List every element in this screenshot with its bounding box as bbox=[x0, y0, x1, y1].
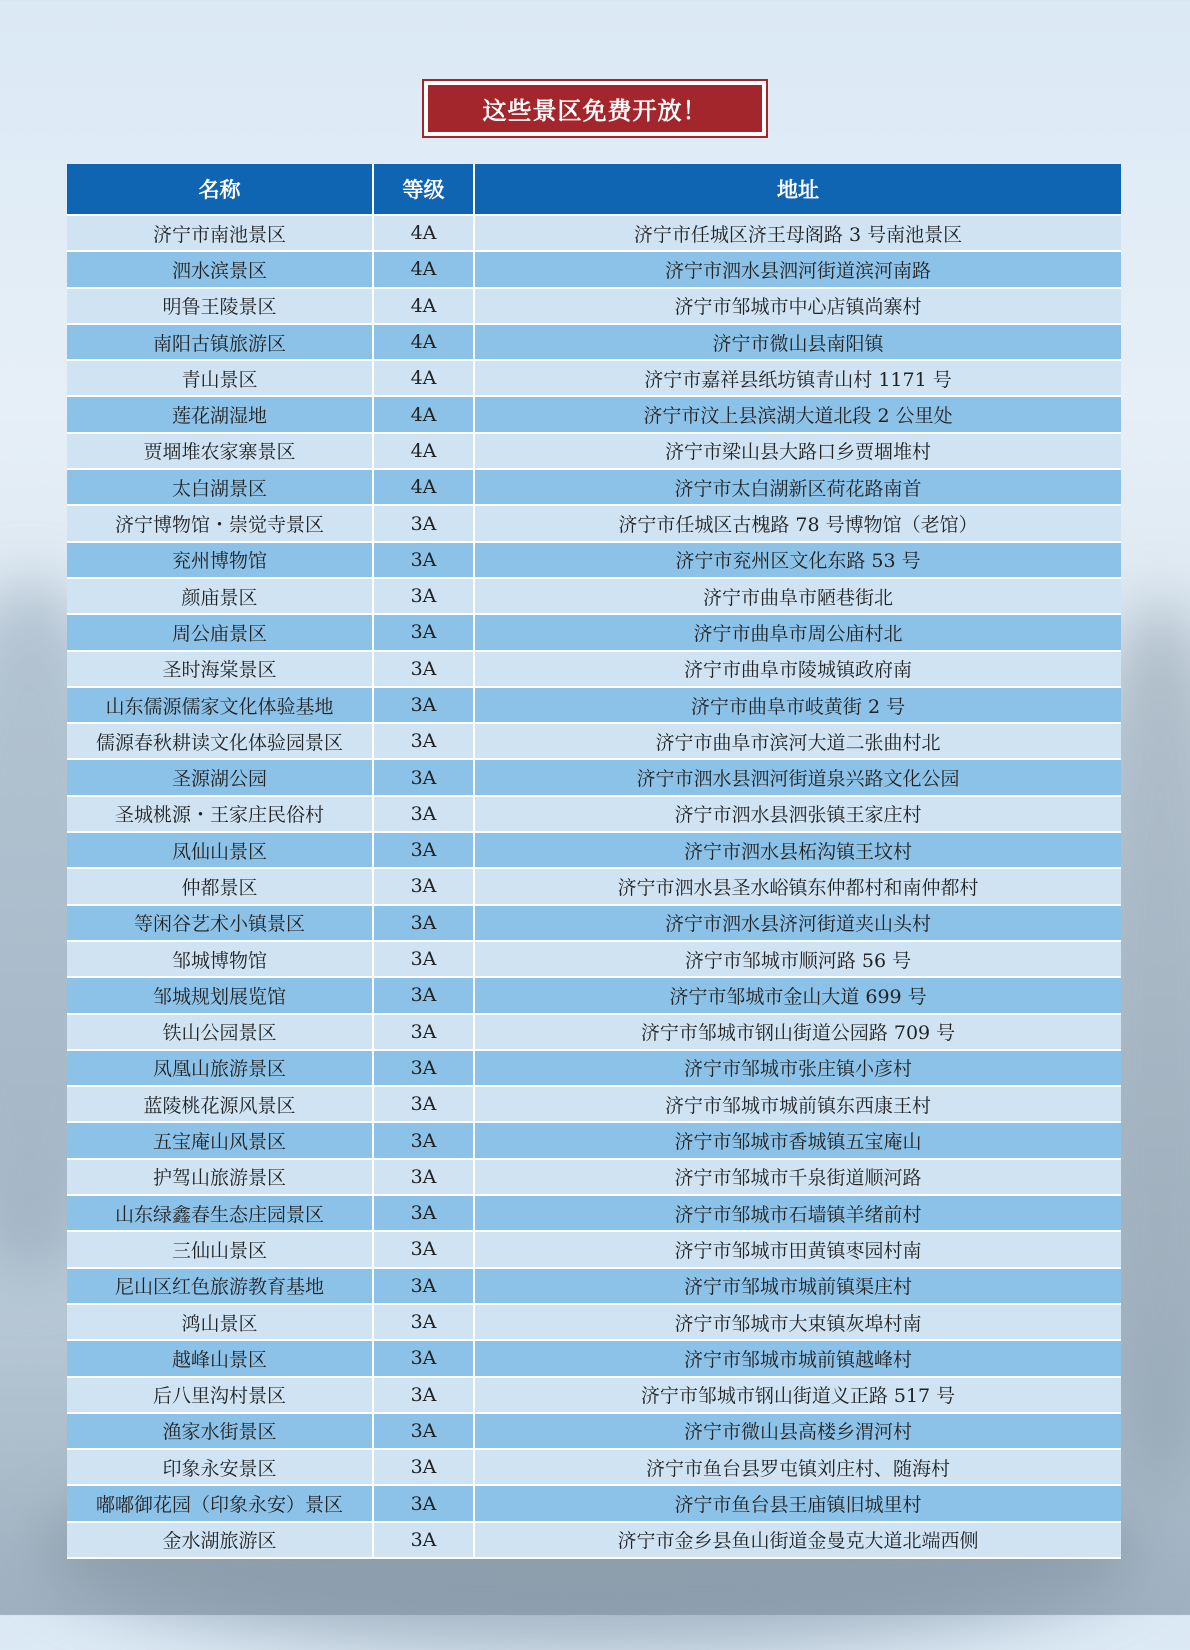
cell-level: 4A bbox=[373, 396, 474, 432]
cell-address: 济宁市曲阜市周公庙村北 bbox=[474, 614, 1121, 650]
cell-level: 3A bbox=[373, 578, 474, 614]
cell-name: 三仙山景区 bbox=[67, 1231, 373, 1267]
cell-address: 济宁市曲阜市岐黄街 2 号 bbox=[474, 687, 1121, 723]
table-header-row bbox=[67, 164, 1121, 215]
cell-address: 济宁市邹城市张庄镇小彦村 bbox=[474, 1050, 1121, 1086]
cell-level: 3A bbox=[373, 1086, 474, 1122]
cell-address: 济宁市邹城市金山大道 699 号 bbox=[474, 977, 1121, 1013]
cell-level: 3A bbox=[373, 651, 474, 687]
cell-name: 兖州博物馆 bbox=[67, 542, 373, 578]
cell-address: 济宁市太白湖新区荷花路南首 bbox=[474, 469, 1121, 505]
cell-name: 颜庙景区 bbox=[67, 578, 373, 614]
cell-name: 凤仙山景区 bbox=[67, 832, 373, 868]
cell-address: 济宁市邹城市石墙镇羊绪前村 bbox=[474, 1195, 1121, 1231]
table-row bbox=[67, 796, 1121, 832]
cell-name: 邹城博物馆 bbox=[67, 941, 373, 977]
cell-name: 铁山公园景区 bbox=[67, 1014, 373, 1050]
cell-name: 等闲谷艺术小镇景区 bbox=[67, 905, 373, 941]
table-row bbox=[67, 1195, 1121, 1231]
cell-level: 4A bbox=[373, 360, 474, 396]
cell-address: 济宁市微山县南阳镇 bbox=[474, 324, 1121, 360]
table-row bbox=[67, 1485, 1121, 1521]
cell-name: 明鲁王陵景区 bbox=[67, 288, 373, 324]
cell-address: 济宁市泗水县泗张镇王家庄村 bbox=[474, 796, 1121, 832]
cell-level: 4A bbox=[373, 251, 474, 287]
cell-address: 济宁市邹城市钢山街道义正路 517 号 bbox=[474, 1377, 1121, 1413]
cell-level: 3A bbox=[373, 1195, 474, 1231]
table-row bbox=[67, 868, 1121, 904]
table-row bbox=[67, 469, 1121, 505]
cell-level: 4A bbox=[373, 469, 474, 505]
cell-address: 济宁市邹城市千泉街道顺河路 bbox=[474, 1159, 1121, 1195]
table-row bbox=[67, 1050, 1121, 1086]
cell-name: 贾堌堆农家寨景区 bbox=[67, 433, 373, 469]
cell-level: 3A bbox=[373, 832, 474, 868]
cell-level: 3A bbox=[373, 1485, 474, 1521]
cell-address: 济宁市邹城市城前镇越峰村 bbox=[474, 1340, 1121, 1376]
cell-name: 邹城规划展览馆 bbox=[67, 977, 373, 1013]
cell-address: 济宁市邹城市田黄镇枣园村南 bbox=[474, 1231, 1121, 1267]
cell-address: 济宁市汶上县滨湖大道北段 2 公里处 bbox=[474, 396, 1121, 432]
cell-address: 济宁市泗水县柘沟镇王坟村 bbox=[474, 832, 1121, 868]
cell-address: 济宁市任城区古槐路 78 号博物馆（老馆） bbox=[474, 505, 1121, 541]
cell-name: 青山景区 bbox=[67, 360, 373, 396]
cell-level: 3A bbox=[373, 614, 474, 650]
cell-level: 3A bbox=[373, 1522, 474, 1558]
cell-name: 印象永安景区 bbox=[67, 1449, 373, 1485]
cell-name: 鸿山景区 bbox=[67, 1304, 373, 1340]
cell-level: 3A bbox=[373, 687, 474, 723]
table-row bbox=[67, 1231, 1121, 1267]
cell-level: 3A bbox=[373, 1014, 474, 1050]
cell-name: 嘟嘟御花园（印象永安）景区 bbox=[67, 1485, 373, 1521]
cell-name: 南阳古镇旅游区 bbox=[67, 324, 373, 360]
cell-name: 蓝陵桃花源风景区 bbox=[67, 1086, 373, 1122]
table-row bbox=[67, 1268, 1121, 1304]
cell-name: 渔家水街景区 bbox=[67, 1413, 373, 1449]
cell-level: 3A bbox=[373, 1122, 474, 1158]
cell-address: 济宁市曲阜市滨河大道二张曲村北 bbox=[474, 723, 1121, 759]
table-row bbox=[67, 1122, 1121, 1158]
cell-level: 3A bbox=[373, 977, 474, 1013]
cell-name: 泗水滨景区 bbox=[67, 251, 373, 287]
cell-address: 济宁市鱼台县王庙镇旧城里村 bbox=[474, 1485, 1121, 1521]
cell-level: 3A bbox=[373, 1413, 474, 1449]
table-row bbox=[67, 1449, 1121, 1485]
cell-name: 山东儒源儒家文化体验基地 bbox=[67, 687, 373, 723]
header-name: 名称 bbox=[67, 164, 373, 215]
cell-level: 3A bbox=[373, 868, 474, 904]
table-row bbox=[67, 941, 1121, 977]
cell-address: 济宁市邹城市香城镇五宝庵山 bbox=[474, 1122, 1121, 1158]
table-row bbox=[67, 1340, 1121, 1376]
cell-address: 济宁市金乡县鱼山街道金曼克大道北端西侧 bbox=[474, 1522, 1121, 1558]
cell-name: 圣源湖公园 bbox=[67, 759, 373, 795]
title-banner bbox=[422, 79, 768, 138]
cell-level: 3A bbox=[373, 1231, 474, 1267]
table-row bbox=[67, 1413, 1121, 1449]
cell-address: 济宁市邹城市中心店镇尚寨村 bbox=[474, 288, 1121, 324]
cell-name: 圣时海棠景区 bbox=[67, 651, 373, 687]
cell-name: 儒源春秋耕读文化体验园景区 bbox=[67, 723, 373, 759]
cell-address: 济宁市邹城市大束镇灰埠村南 bbox=[474, 1304, 1121, 1340]
cell-address: 济宁市邹城市城前镇渠庄村 bbox=[474, 1268, 1121, 1304]
table-row bbox=[67, 614, 1121, 650]
cell-name: 五宝庵山风景区 bbox=[67, 1122, 373, 1158]
cell-level: 3A bbox=[373, 759, 474, 795]
table-row bbox=[67, 1304, 1121, 1340]
cell-level: 3A bbox=[373, 1050, 474, 1086]
table-row bbox=[67, 396, 1121, 432]
cell-level: 3A bbox=[373, 542, 474, 578]
cell-level: 3A bbox=[373, 1449, 474, 1485]
cell-name: 山东绿鑫春生态庄园景区 bbox=[67, 1195, 373, 1231]
table-body bbox=[67, 215, 1121, 1558]
table-row bbox=[67, 433, 1121, 469]
table-row bbox=[67, 578, 1121, 614]
scenic-spots-table bbox=[67, 164, 1121, 1559]
table-row bbox=[67, 542, 1121, 578]
cell-address: 济宁市鱼台县罗屯镇刘庄村、随海村 bbox=[474, 1449, 1121, 1485]
cell-name: 仲都景区 bbox=[67, 868, 373, 904]
cell-level: 4A bbox=[373, 288, 474, 324]
page-title: 这些景区免费开放！ bbox=[428, 85, 762, 132]
cell-level: 3A bbox=[373, 723, 474, 759]
table-row bbox=[67, 1522, 1121, 1558]
cell-level: 3A bbox=[373, 1377, 474, 1413]
cell-name: 后八里沟村景区 bbox=[67, 1377, 373, 1413]
cell-address: 济宁市泗水县济河街道夹山头村 bbox=[474, 905, 1121, 941]
table-row bbox=[67, 1086, 1121, 1122]
cell-level: 4A bbox=[373, 433, 474, 469]
cell-address: 济宁市泗水县泗河街道泉兴路文化公园 bbox=[474, 759, 1121, 795]
table-row bbox=[67, 1377, 1121, 1413]
cell-address: 济宁市曲阜市陵城镇政府南 bbox=[474, 651, 1121, 687]
table-row bbox=[67, 832, 1121, 868]
cell-address: 济宁市邹城市城前镇东西康王村 bbox=[474, 1086, 1121, 1122]
table-row bbox=[67, 977, 1121, 1013]
table-row bbox=[67, 723, 1121, 759]
table-row bbox=[67, 360, 1121, 396]
header-address: 地址 bbox=[474, 164, 1121, 215]
table-row bbox=[67, 651, 1121, 687]
table-row bbox=[67, 215, 1121, 251]
cell-name: 圣城桃源・王家庄民俗村 bbox=[67, 796, 373, 832]
cell-address: 济宁市泗水县泗河街道滨河南路 bbox=[474, 251, 1121, 287]
cell-level: 3A bbox=[373, 1268, 474, 1304]
cell-name: 太白湖景区 bbox=[67, 469, 373, 505]
cell-address: 济宁市梁山县大路口乡贾堌堆村 bbox=[474, 433, 1121, 469]
cell-name: 凤凰山旅游景区 bbox=[67, 1050, 373, 1086]
cell-address: 济宁市邹城市顺河路 56 号 bbox=[474, 941, 1121, 977]
cell-name: 金水湖旅游区 bbox=[67, 1522, 373, 1558]
cell-name: 莲花湖湿地 bbox=[67, 396, 373, 432]
table-row bbox=[67, 251, 1121, 287]
table-row bbox=[67, 288, 1121, 324]
table-row bbox=[67, 905, 1121, 941]
cell-address: 济宁市邹城市钢山街道公园路 709 号 bbox=[474, 1014, 1121, 1050]
table-row bbox=[67, 1159, 1121, 1195]
cell-level: 4A bbox=[373, 324, 474, 360]
cell-name: 周公庙景区 bbox=[67, 614, 373, 650]
table-row bbox=[67, 687, 1121, 723]
cell-address: 济宁市任城区济王母阁路 3 号南池景区 bbox=[474, 215, 1121, 251]
cell-address: 济宁市泗水县圣水峪镇东仲都村和南仲都村 bbox=[474, 868, 1121, 904]
cell-address: 济宁市微山县高楼乡渭河村 bbox=[474, 1413, 1121, 1449]
cell-level: 3A bbox=[373, 796, 474, 832]
cell-level: 3A bbox=[373, 1159, 474, 1195]
cell-level: 3A bbox=[373, 505, 474, 541]
cell-level: 3A bbox=[373, 1304, 474, 1340]
cell-address: 济宁市兖州区文化东路 53 号 bbox=[474, 542, 1121, 578]
cell-level: 3A bbox=[373, 1340, 474, 1376]
cell-name: 越峰山景区 bbox=[67, 1340, 373, 1376]
header-level: 等级 bbox=[373, 164, 474, 215]
cell-address: 济宁市嘉祥县纸坊镇青山村 1171 号 bbox=[474, 360, 1121, 396]
cell-name: 尼山区红色旅游教育基地 bbox=[67, 1268, 373, 1304]
cell-address: 济宁市曲阜市陋巷街北 bbox=[474, 578, 1121, 614]
cell-name: 济宁市南池景区 bbox=[67, 215, 373, 251]
cell-name: 济宁博物馆・崇觉寺景区 bbox=[67, 505, 373, 541]
cell-level: 4A bbox=[373, 215, 474, 251]
table-row bbox=[67, 505, 1121, 541]
table-row bbox=[67, 759, 1121, 795]
cell-level: 3A bbox=[373, 905, 474, 941]
table-row bbox=[67, 1014, 1121, 1050]
cell-level: 3A bbox=[373, 941, 474, 977]
table-row bbox=[67, 324, 1121, 360]
cell-name: 护驾山旅游景区 bbox=[67, 1159, 373, 1195]
